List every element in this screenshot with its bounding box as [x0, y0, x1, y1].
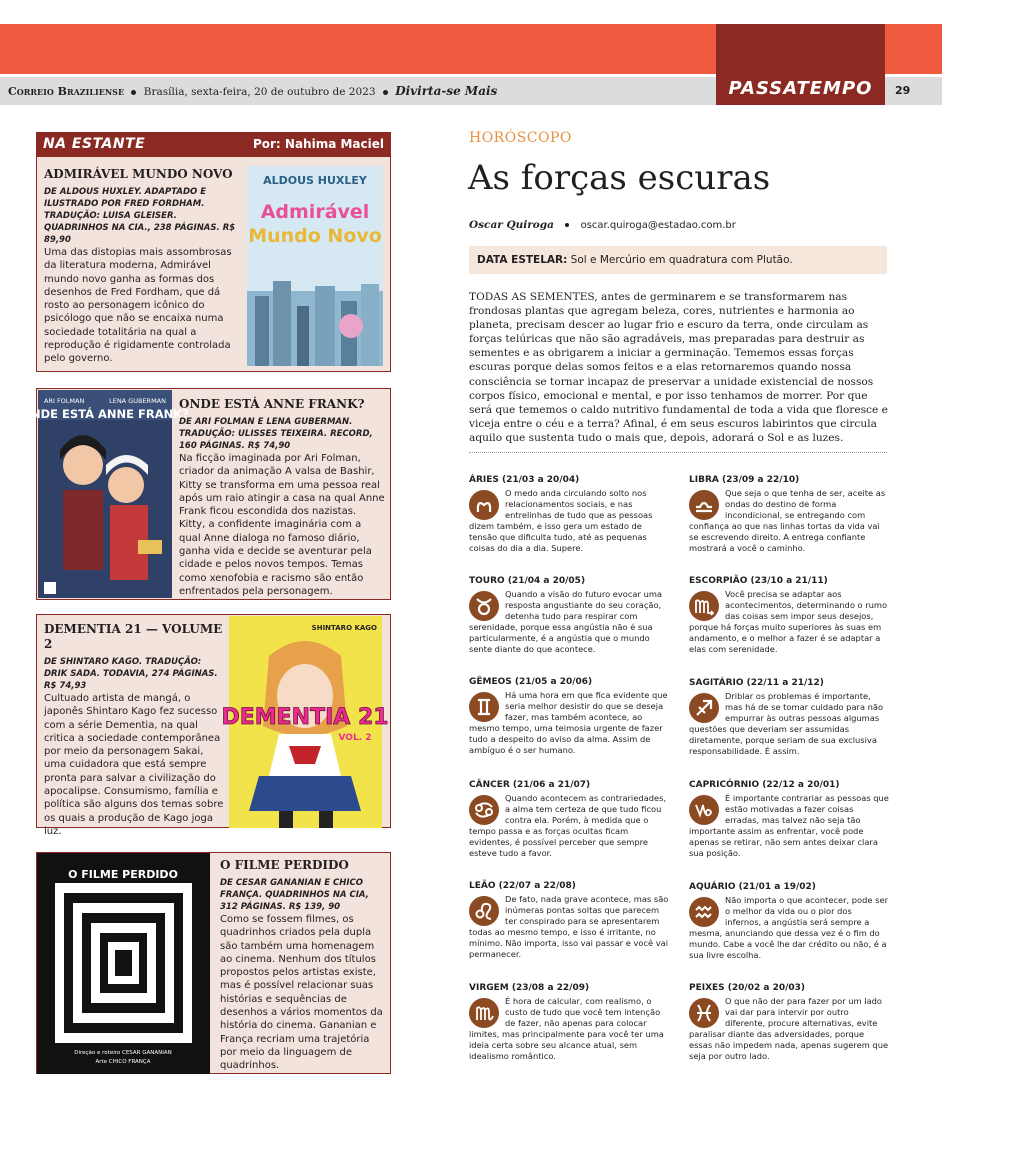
book-meta: DE ALDOUS HUXLEY. ADAPTADO E ILUSTRADO POR FRED FORDHAM. TRADUÇÃO: LUISA GLEISER. QUADRINHOS NA CIA., 238 PÁGINAS. R$ 89,90	[44, 187, 236, 245]
virgo-icon	[469, 998, 499, 1028]
scorpio-icon	[689, 591, 719, 621]
book-card-4	[36, 852, 391, 1074]
book-description: Uma das distopias mais assombrosas da literatura moderna, Admirável mundo novo ganha as formas dos desenhos de Fred Fordham, que dá rosto ao personagem icônico do psicólogo que não se encaixa numa sociedade totalitária na qual a reprodução é rigidamente controlada pelo governo.	[44, 247, 232, 365]
sign-text: É importante contrariar as pessoas que estão motivadas a fazer coisas erradas, mas talvez não seja tão importante assim as enfrentar, você pode apenas se retirar, não sem antes deixar clara sua posição.	[689, 793, 889, 859]
sign-text: Há uma hora em que fica evidente que seria melhor desistir do que se deseja fazer, mas também acontece, ao mesmo tempo, uma teimosia urgente de fazer tudo a despeito do aviso da alma. Assim de ambíguo é o ser humano.	[469, 690, 668, 756]
aries-icon	[469, 490, 499, 520]
sign-scorpio	[689, 575, 889, 656]
supplement-name: Divirta-se Mais	[395, 84, 498, 98]
sign-heading: TOURO (21/04 a 20/05)	[469, 576, 586, 586]
book-cover-1	[247, 166, 383, 366]
book-meta: DE CESAR GANANIAN E CHICO FRANÇA. QUADRINHOS NA CIA, 312 PÁGINAS. R$ 139, 90	[220, 878, 369, 912]
sign-text: O medo anda circulando solto nos relacionamentos sociais, e nas entrelinhas de tudo que as pessoas dizem também, e isso gera um estado de tensão que dificulta tudo, até as pequenas coisas do dia a dia. Supere.	[469, 488, 653, 554]
sign-cancer	[469, 779, 669, 860]
author-email: oscar.quiroga@estadao.com.br	[580, 220, 736, 231]
sign-text: O que não der para fazer por um lado vai dar para intervir por outro diferente, procure alternativas, evite paralisar diante das adversidades, porque essas não impedem nada, apenas sugerem que seja por outro lado.	[689, 996, 889, 1062]
book-cover-2	[21, 390, 189, 598]
cover-title: ONDE ESTÁ ANNE FRANK?	[21, 407, 189, 421]
estante-header	[36, 132, 391, 156]
cover-author: SHINTARO KAGO	[311, 624, 377, 632]
sign-aquarius	[689, 881, 889, 962]
book-description: Cultuado artista de mangá, o japonês Shintaro Kago fez sucesso com a série Dementia, na qual critica a sociedade contemporânea por meio da personagem Sakai, uma cuidadora que está sempre pronta para salvar a civilização do apocalipse. Consumismo, família e política são alguns dos temas sobre os quais a produção de Kago joga luz.	[44, 693, 224, 837]
book-cover-3	[221, 616, 389, 828]
sign-text: Quando acontecem as contrariedades, a alma tem certeza de que tudo ficou contra ela. Porém, à medida que o tempo passa e as forças ocultas ficam evidentes, é possível perceber que sempre esteve tudo a favor.	[469, 793, 667, 859]
cover-title-line-1: Admirável	[260, 201, 370, 223]
horoscope-kicker: HORÓSCOPO	[469, 130, 572, 146]
sign-text: Não importa o que acontecer, pode ser o melhor da vida ou o pior dos infernos, a angústia será sempre a mesma, anunciando que dessa vez é o fim do mundo. Cabe a você lhe dar crédito ou não, é a sua livre escolha.	[689, 895, 888, 961]
sign-heading: AQUÁRIO (21/01 a 19/02)	[689, 882, 816, 892]
bullet-icon	[383, 90, 388, 95]
taurus-icon	[469, 591, 499, 621]
sign-text: Que seja o que tenha de ser, aceite as ondas do destino de forma incondicional, se entregando com confiança ao que nas linhas tortas da vida vai se escrevendo direito. A entrega confiante mostrará a você o caminho.	[689, 488, 886, 554]
bullet-icon	[131, 90, 136, 95]
sign-text: Quando a visão do futuro evocar uma resposta angustiante do seu coração, detenha tudo para respirar com serenidade, porque essa angústia não é sua particularmente, é a angústia que o mundo sente diante do que acontece.	[469, 589, 662, 655]
capricorn-icon	[689, 795, 719, 825]
leo-icon	[469, 896, 499, 926]
sign-libra	[689, 474, 889, 555]
book-card-3	[36, 614, 391, 837]
sign-heading: CÂNCER (21/06 a 21/07)	[469, 780, 591, 790]
cover-credit-1: Direção e roteiro CESAR GANANIAN	[74, 1050, 172, 1056]
sign-text: De fato, nada grave acontece, mas são inúmeras pontas soltas que parecem ter conspirado para se apresentarem todas ao mesmo tempo, e isso é irritante, no mínimo. Não importa, isso vai passar e você vai permanecer.	[469, 894, 669, 960]
sign-virgo	[469, 982, 669, 1063]
masthead	[8, 77, 497, 105]
dateline: Brasília, sexta-feira, 20 de outubro de 2023	[143, 86, 376, 98]
book-card-2	[21, 388, 391, 600]
book-title: DEMENTIA 21 — VOLUME 2	[44, 622, 223, 651]
sign-heading: LIBRA (23/09 a 22/10)	[689, 475, 800, 485]
estante-author: Por: Nahima Maciel	[252, 137, 384, 151]
sign-heading: CAPRICÓRNIO (22/12 a 20/01)	[689, 780, 840, 790]
brand-name: Correio Braziliense	[8, 85, 125, 98]
horoscope-title: As forças escuras	[468, 158, 771, 198]
data-estelar-text: Sol e Mercúrio em quadratura com Plutão.	[570, 254, 793, 266]
section-tab	[716, 24, 885, 105]
aquarius-icon	[689, 897, 719, 927]
book-description: Na ficção imaginada por Ari Folman, criador da animação A valsa de Bashir, Kitty se transforma em uma pessoa real após um raio atingir a casa na qual Anne Frank ficou escondida dos nazistas. Kitty, a confidente imaginária com a qual Anne dialoga no famoso diário, ganha vida e decide se aventurar pela cidade e pelos novos tempos. Temas como xenofobia e racismo são então enfrentados pela personagem.	[179, 453, 385, 597]
book-cover-4	[37, 853, 210, 1074]
divider	[469, 452, 887, 453]
horoscope-intro: TODAS AS SEMENTES, antes de germinarem e se transformarem nas frondosas plantas que agregam beleza, cores, nutrientes e harmonia ao planeta, precisam descer ao lugar frio e escuro da terra, onde circulam as forças telúricas que não são agradáveis, mas preparadas para destruir as sementes e as obrigarem a iniciar a germinação. Tememos essas forças escuras porque delas somos feitos e a elas retornaremos quando nossa consciência se tornar incapaz de preservar a unidade existencial de nossos corpos físico, emocional e mental, e por isso tenhamos de morrer. Por que será que tememos o caldo nutritivo fundamental de toda a vida que floresce e viceja entre o céu e a terra? Afinal, é em seus escuros labirintos que circula aquilo que sustenta tudo o mais que, depois, adorará o Sol e as luzes.	[469, 291, 888, 444]
sign-sagittarius	[689, 677, 889, 758]
sign-heading: GÊMEOS (21/05 a 20/06)	[469, 677, 593, 687]
sign-heading: SAGITÁRIO (22/11 a 21/12)	[689, 678, 824, 688]
pisces-icon	[689, 998, 719, 1028]
sign-heading: ÁRIES (21/03 a 20/04)	[469, 475, 580, 485]
cover-author-2: LENA GUBERMAN	[109, 397, 166, 405]
byline	[469, 219, 736, 231]
sign-gemini	[469, 676, 669, 757]
book-meta: DE ARI FOLMAN E LENA GUBERMAN. TRADUÇÃO: ULISSES TEIXEIRA. RECORD, 160 PÁGINAS. R$ 74,90	[179, 417, 373, 451]
book-meta: DE SHINTARO KAGO. TRADUÇÃO: DRIK SADA. TODAVIA, 274 PÁGINAS. R$ 74,93	[44, 657, 218, 691]
cover-title: DEMENTIA 21	[221, 705, 389, 730]
book-description: Como se fossem filmes, os quadrinhos criados pela dupla são também uma homenagem ao cinema. Nenhum dos títulos propostos pelos artistas existe, mas é possível relacionar suas histórias e sequências de desenhos a vários momentos da história do cinema. Gananian e França recriam uma trajetória por meio da linguagem de quadrinhos.	[220, 914, 383, 1072]
libra-icon	[689, 490, 719, 520]
page-number: 29	[888, 77, 942, 105]
cover-author: ALDOUS HUXLEY	[263, 174, 367, 187]
cover-author-1: ARI FOLMAN	[44, 397, 85, 405]
book-card-1	[36, 156, 391, 372]
book-title: ADMIRÁVEL MUNDO NOVO	[44, 167, 233, 181]
cover-volume: VOL. 2	[338, 733, 372, 743]
sign-text: Você precisa se adaptar aos acontecimentos, determinando o rumo das coisas sem impor seus desejos, porque há forças muito superiores às suas em andamento, e o melhor a fazer é se adaptar a elas com serenidade.	[689, 589, 888, 655]
cancer-icon	[469, 795, 499, 825]
data-estelar-label: DATA ESTELAR:	[477, 254, 568, 266]
gemini-icon	[469, 692, 499, 722]
sign-aries	[469, 474, 669, 555]
sign-heading: LEÃO (22/07 a 22/08)	[469, 881, 576, 891]
cover-title-line-2: Mundo Novo	[248, 225, 382, 247]
sign-text: É hora de calcular, com realismo, o custo de tudo que você tem intenção de fazer, não apenas para colocar limites, mas principalmente para você ter uma ideia certa sobre seu alcance atual, sem idealismo romântico.	[469, 996, 664, 1062]
cover-credit-2: Arte CHICO FRANÇA	[95, 1059, 151, 1065]
estante-label: NA ESTANTE	[43, 136, 146, 152]
sign-capricorn	[689, 779, 889, 860]
sign-heading: ESCORPIÃO (23/10 a 21/11)	[689, 576, 828, 586]
book-title: O FILME PERDIDO	[220, 858, 349, 872]
sign-heading: VIRGEM (23/08 a 22/09)	[469, 983, 590, 993]
sign-taurus	[469, 575, 669, 656]
sign-leo	[469, 880, 669, 961]
sign-text: Driblar os problemas é importante, mas há de se tomar cuidado para não empurrar às outras pessoas algumas questões que deveriam ser assumidas diretamente, porque seriam de sua exclusiva responsabilidade. É assim.	[689, 691, 884, 757]
author-name: Oscar Quiroga	[469, 219, 554, 231]
bullet-icon	[565, 223, 569, 227]
data-estelar-box	[469, 246, 887, 274]
sign-pisces	[689, 982, 889, 1063]
sign-heading: PEIXES (20/02 a 20/03)	[689, 983, 806, 993]
cover-title: O FILME PERDIDO	[68, 868, 178, 881]
section-label: PASSATEMPO	[728, 78, 873, 99]
sagittarius-icon	[689, 693, 719, 723]
book-title: ONDE ESTÁ ANNE FRANK?	[179, 397, 365, 411]
